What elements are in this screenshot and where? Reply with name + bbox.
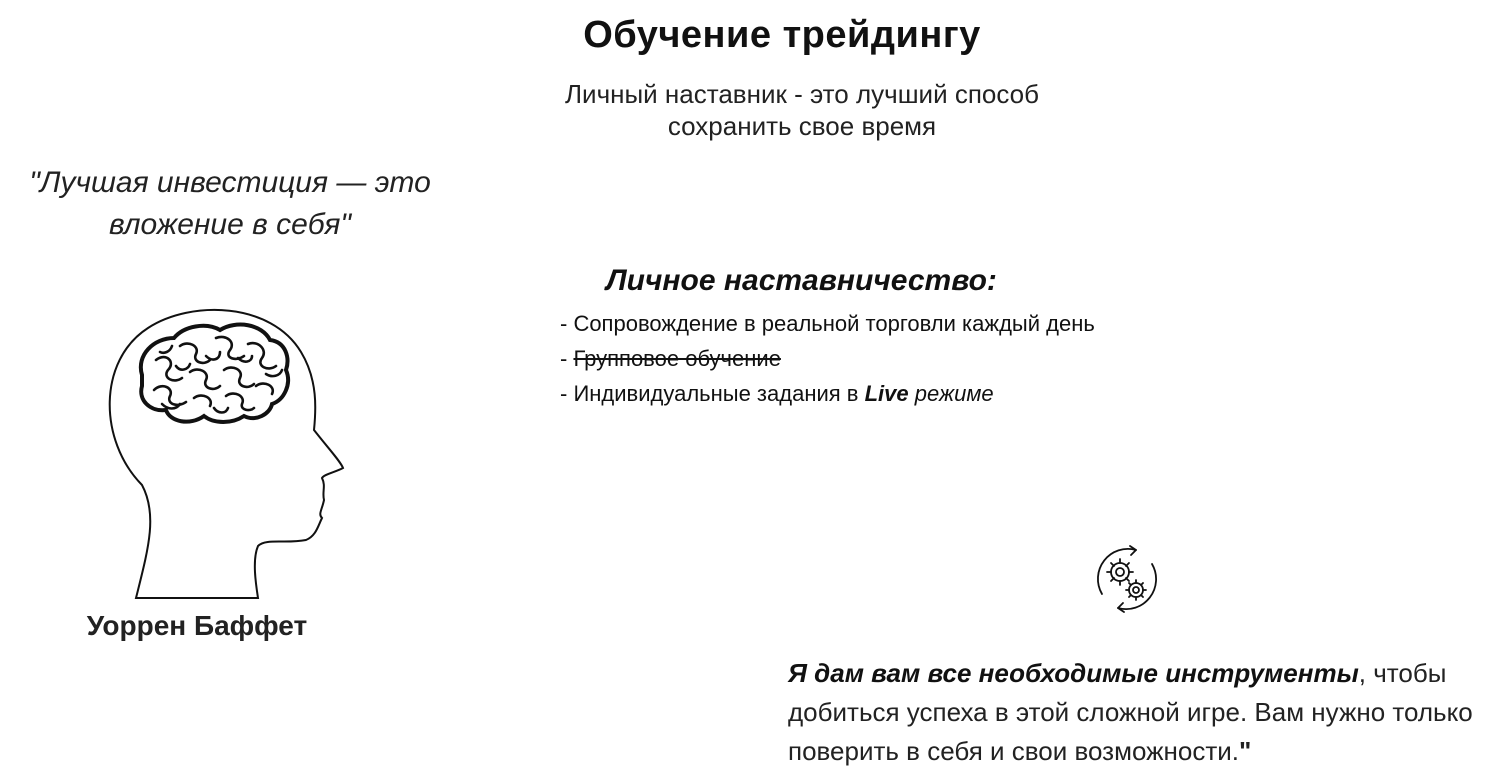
quote-line-1: "Лучшая инвестиция — это [29,166,431,199]
brain-icon [141,325,288,422]
quote-line-2: вложение в себя" [108,208,352,241]
gears-cycle-icon [1090,542,1164,616]
subtitle-line-1: Личный наставник - это лучший способ [564,79,1040,109]
buffett-quote [0,162,460,246]
closing-quote-mark: " [1239,736,1252,766]
list-item-prefix: - Индивидуальные задания в [560,381,865,406]
list-item-struck-text: Групповое обучение [573,346,781,371]
closing-rest: , чтобы добиться успеха в этой сложной игре. Вам нужно только поверить в себя и свои возможности. [788,658,1473,766]
list-item [560,341,1095,376]
head-with-brain-icon [96,300,356,605]
page-title: Обучение трейдингу [583,14,981,56]
mentorship-list [560,306,1095,411]
list-item [560,376,1095,411]
list-item [560,306,1095,341]
list-item-suffix: режиме [908,381,994,406]
closing-lead: Я дам вам все необходимые инструменты [788,658,1359,688]
page-subtitle [502,78,1102,142]
subtitle-line-2: сохранить свое время [667,111,937,141]
list-item-text: - Сопровождение в реальной торговли каждый день [560,311,1095,336]
list-item-emphasis: Live [864,381,909,406]
list-item-prefix: - [560,346,574,371]
closing-statement [788,654,1488,771]
quote-author: Уоррен Баффет [86,610,308,641]
mentorship-heading: Личное наставничество: [606,264,997,297]
